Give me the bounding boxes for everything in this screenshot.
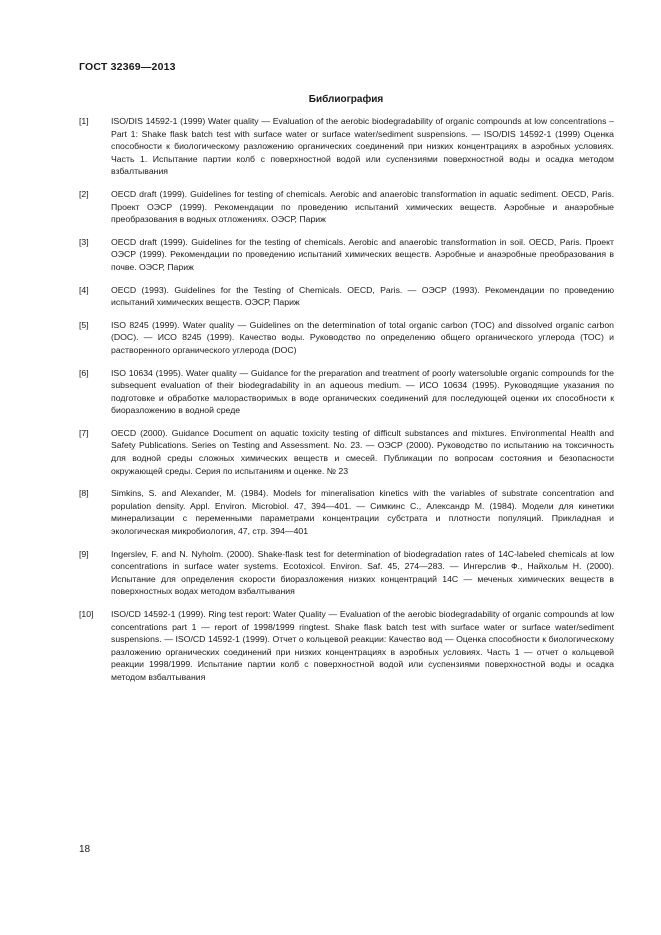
list-item: [79, 487, 614, 537]
reference-text: ISO/CD 14592-1 (1999). Ring test report: Water Quality — Evaluation of the aerobic biodegradability of organic compounds at low concentrations part 1 — report of 1998/1999 ringtest. Shake flask batch test with surface water or surface water/sediment suspensions. — ISO/CD 14592-1 (1999). Отчет о кольцевой реакции: Качество вод — Оценка способности к биологическому разложению органических соединений при низких концентрациях в аэробных условиях. Часть 1 — отчет о кольцевой реакции 1998/1999. Испытание партии колб с поверхностной водой или суспензиями поверхностной воды и осадка методом взбалтывания: [111, 609, 614, 682]
reference-text: Ingerslev, F. and N. Nyholm. (2000). Shake-flask test for determination of biodegradation rates of 14C-labeled chemicals at low concentrations in surface water systems. Ecotoxicol. Environ. Saf. 45, 274—283. — Ингерслив Ф., Найхольм Н. (2000). Испытание для определения скорости биоразложения низких концентраций 14С — меченых химических веществ в поверхностных водах методом взбалтывания: [111, 548, 614, 597]
list-item: [79, 367, 614, 417]
reference-number: [9]: [79, 548, 89, 559]
reference-number: [7]: [79, 427, 89, 438]
reference-text: ISO 8245 (1999). Water quality — Guidelines on the determination of total organic carbon (TOC) and dissolved organic carbon (DOC). — ИСО 8245 (1999). Качество воды. Руководство по определению общего органического углерода (ТОС) и растворенного органического углерода (DOC): [111, 319, 614, 355]
reference-text: OECD (2000). Guidance Document on aquatic toxicity testing of difficult substances and mixtures. Environmental Health and Safety Publications. Series on Testing and Assessment. No. 23. — ОЭСР (2000). Руководство по испытанию на токсичность для водной среды сложных химических веществ и смесей. Публикации по вопросам состояния и безопасности окружающей среды. Серия по испытаниям и оценке. № 23: [111, 427, 614, 476]
reference-number: [2]: [79, 188, 89, 199]
reference-number: [5]: [79, 319, 89, 330]
reference-number: [1]: [79, 116, 89, 126]
reference-text: OECD (1993). Guidelines for the Testing of Chemicals. OECD, Paris. — ОЭСР (1993). Рекомендации по проведению испытаний химических веществ. ОЭСР, Париж: [111, 284, 614, 308]
reference-text: Simkins, S. and Alexander, M. (1984). Models for mineralisation kinetics with the variables of substrate concentration and population density. Appl. Environ. Microbiol. 47, 394—401. — Симкинс С., Александр М. (1984). Модели для кинетики минерализации с переменными параметрами концентрации субстрата и плотности популяций. Прикладная и экологическая микробиология, 47, стр. 394—401: [111, 488, 614, 537]
reference-number: [3]: [79, 236, 89, 247]
list-item: [79, 319, 614, 357]
reference-number: [8]: [79, 488, 89, 499]
bibliography-list: [79, 115, 614, 694]
list-item: [79, 548, 614, 598]
standard-header: ГОСТ 32369—2013: [79, 61, 176, 73]
section-title: Библиография: [308, 94, 384, 105]
reference-text: OECD draft (1999). Guidelines for the testing of chemicals. Aerobic and anaerobic transformation in soil. OECD, Paris. Проект ОЭСР (1999). Рекомендации по проведению испытаний химических веществ. Аэробные и анаэробные преобразования в почве. ОЭСР, Париж: [111, 236, 614, 272]
reference-text: ISO/DIS 14592-1 (1999) Water quality — Evaluation of the aerobic biodegradability of organic compounds at low concentrations – Part 1: Shake flask batch test with surface water or surface water/sediment suspensions. — ISO/DIS 14592-1 (1999) Оценка способности к биологическому разложению органических соединений при низких концентрациях в аэробных условиях. Часть 1. Испытание партии колб с поверхностной водой или суспензиями поверхностной воды и осадка методом взбалтывания: [111, 116, 614, 177]
reference-text: ISO 10634 (1995). Water quality — Guidance for the preparation and treatment of poorly watersoluble organic compounds for the subsequent evaluation of their biodegradability in an aqueous medium. — ИСО 10634 (1995). Руководящие указания по подготовке и обработке малорастворимых в воде органических соединений для последующей оценки их способности к биоразложению в водной среде: [111, 367, 614, 416]
page-number: 18: [79, 844, 91, 855]
list-item: [79, 608, 614, 684]
list-item: [79, 236, 614, 274]
list-item: [79, 284, 614, 309]
list-item: [79, 188, 614, 226]
reference-number: [6]: [79, 367, 89, 378]
reference-number: [4]: [79, 284, 89, 295]
list-item: [79, 115, 614, 178]
reference-text: OECD draft (1999). Guidelines for testing of chemicals. Aerobic and anaerobic transformation in aquatic sediment. OECD, Paris. Проект ОЭСР (1999). Рекомендации по проведению испытаний химических веществ. Аэробные и анаэробные преобразования в водных отложениях. ОЭСР, Париж: [111, 188, 614, 225]
reference-number: [10]: [79, 609, 94, 619]
list-item: [79, 427, 614, 477]
